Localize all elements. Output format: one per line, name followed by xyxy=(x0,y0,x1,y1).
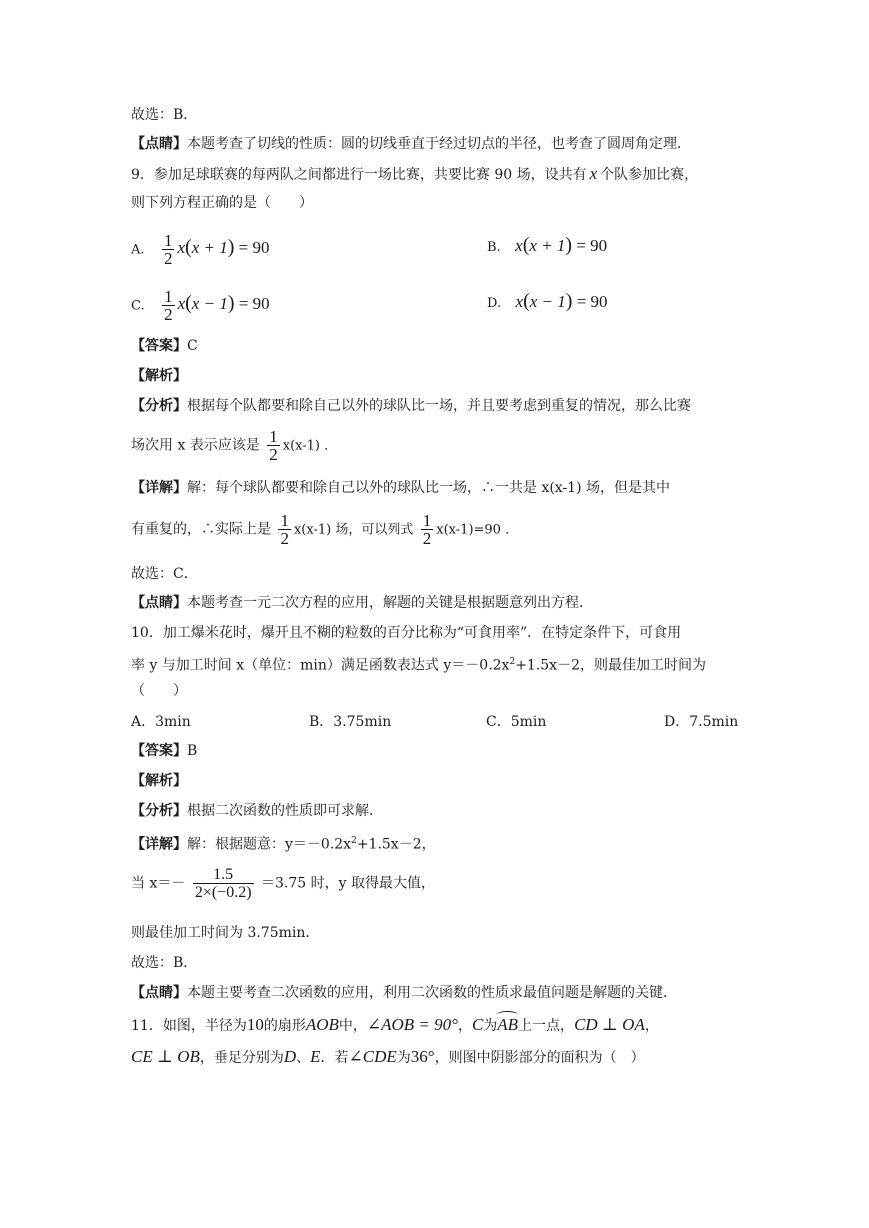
q10-detail-line3: 则最佳加工时间为 3.75min． xyxy=(131,925,320,941)
q9-option-a: A. $\frac{1}{2}$ x(x + 1) = 90 xyxy=(131,231,270,268)
q9-detail-line2: 有重复的，∴实际上是 $\frac{1}{2}$ x(x-1) 场，可以列式 $\frac{1}{2}$ x(x-1)=90 ． xyxy=(131,511,519,548)
q9-detail-line1: 【详解】解：每个球队都要和除自己以外的球队比一场，∴一共是 x(x-1) 场，但是其中 xyxy=(131,480,671,496)
q9-option-b: B. x(x + 1) = 90 xyxy=(487,234,608,256)
q10-comment: 【点睛】本题主要考查二次函数的应用，利用二次函数的性质求最值问题是解题的关键． xyxy=(131,985,677,1001)
comment-tag: 【点睛】 xyxy=(131,136,187,152)
fraction: $\frac{1}{2}$ xyxy=(164,287,173,324)
q10-option-d: D．7.5min xyxy=(664,714,739,730)
q11-stem-line1: 11．如图，半径为10的扇形AOB中，∠AOB = 90°，C为AB上一点，CD ⊥ OA， xyxy=(131,1015,659,1034)
q9-comment: 【点睛】本题考查一元二次方程的应用，解题的关键是根据题意列出方程． xyxy=(131,595,593,611)
q10-option-b: B．3.75min xyxy=(309,714,392,730)
fraction: $\frac{1}{2}$ xyxy=(422,511,432,548)
q9-stem-line1: 9．参加足球联赛的每两队之间都进行一场比赛，共要比赛 90 场，设共有 x 个队参加比赛， xyxy=(131,164,699,183)
q10-analysis-tag: 【解析】 xyxy=(131,773,187,789)
q10-stem-line3: （ ） xyxy=(131,683,187,699)
fraction: $\frac{1}{2}$ xyxy=(269,427,278,464)
q10-stem-line1: 10．加工爆米花时，爆开且不糊的粒数的百分比称为“可食用率”．在特定条件下，可食用 xyxy=(131,625,682,641)
fraction: $\frac{1.5}{2\times(-0.2)}$ xyxy=(194,866,252,901)
q10-stem-line2: 率 y 与加工时间 x（单位：min）满足函数表达式 $y=-0.2x^2+1.5x-2$，则最佳加工时间为 xyxy=(131,657,706,674)
q9-fenxi-line2: 场次用 x 表示应该是 $\frac{1}{2}$ x(x-1) ． xyxy=(131,427,338,464)
q9-answer: 【答案】C xyxy=(131,338,198,354)
q9-option-c: C. $\frac{1}{2}$ x(x − 1) = 90 xyxy=(131,287,270,324)
q9-stem-line2: 则下列方程正确的是（ ） xyxy=(131,195,313,211)
q10-fenxi: 【分析】根据二次函数的性质即可求解． xyxy=(131,803,383,819)
q10-answer: 【答案】B xyxy=(131,743,198,759)
q10-option-c: C．5min xyxy=(486,714,547,730)
q10-option-a: A．3min xyxy=(131,714,191,730)
q9-option-d: D. x(x − 1) = 90 xyxy=(487,290,608,312)
q9-fenxi-line1: 【分析】根据每个队都要和除自己以外的球队比一场，并且要考虑到重复的情况，那么比赛 xyxy=(131,398,691,414)
q11-stem-line2: CE ⊥ OB，垂足分别为D、E．若∠CDE为36°，则图中阴影部分的面积为（ ） xyxy=(131,1047,645,1066)
q9-conclusion: 故选：C． xyxy=(131,566,198,582)
q9-analysis-tag: 【解析】 xyxy=(131,368,187,384)
conclusion-b: 故选：B． xyxy=(131,107,198,123)
fraction: $\frac{1}{2}$ xyxy=(280,511,289,548)
comment-paragraph xyxy=(131,134,691,154)
fraction: $\frac{1}{2}$ xyxy=(163,231,173,268)
q10-detail-line2: 当 x＝－ $\frac{1.5}{2\times(-0.2)}$ ＝3.75 时，y 取得最大值， xyxy=(131,866,435,901)
arc-ab: AB xyxy=(497,1015,519,1034)
comment-text: 本题考查了切线的性质：圆的切线垂直于经过切点的半径，也考查了圆周角定理． xyxy=(187,136,691,152)
q10-detail-line1: 【详解】解：根据题意：$y=-0.2x^2+1.5x-2$， xyxy=(131,836,436,853)
q10-conclusion: 故选：B． xyxy=(131,955,198,971)
